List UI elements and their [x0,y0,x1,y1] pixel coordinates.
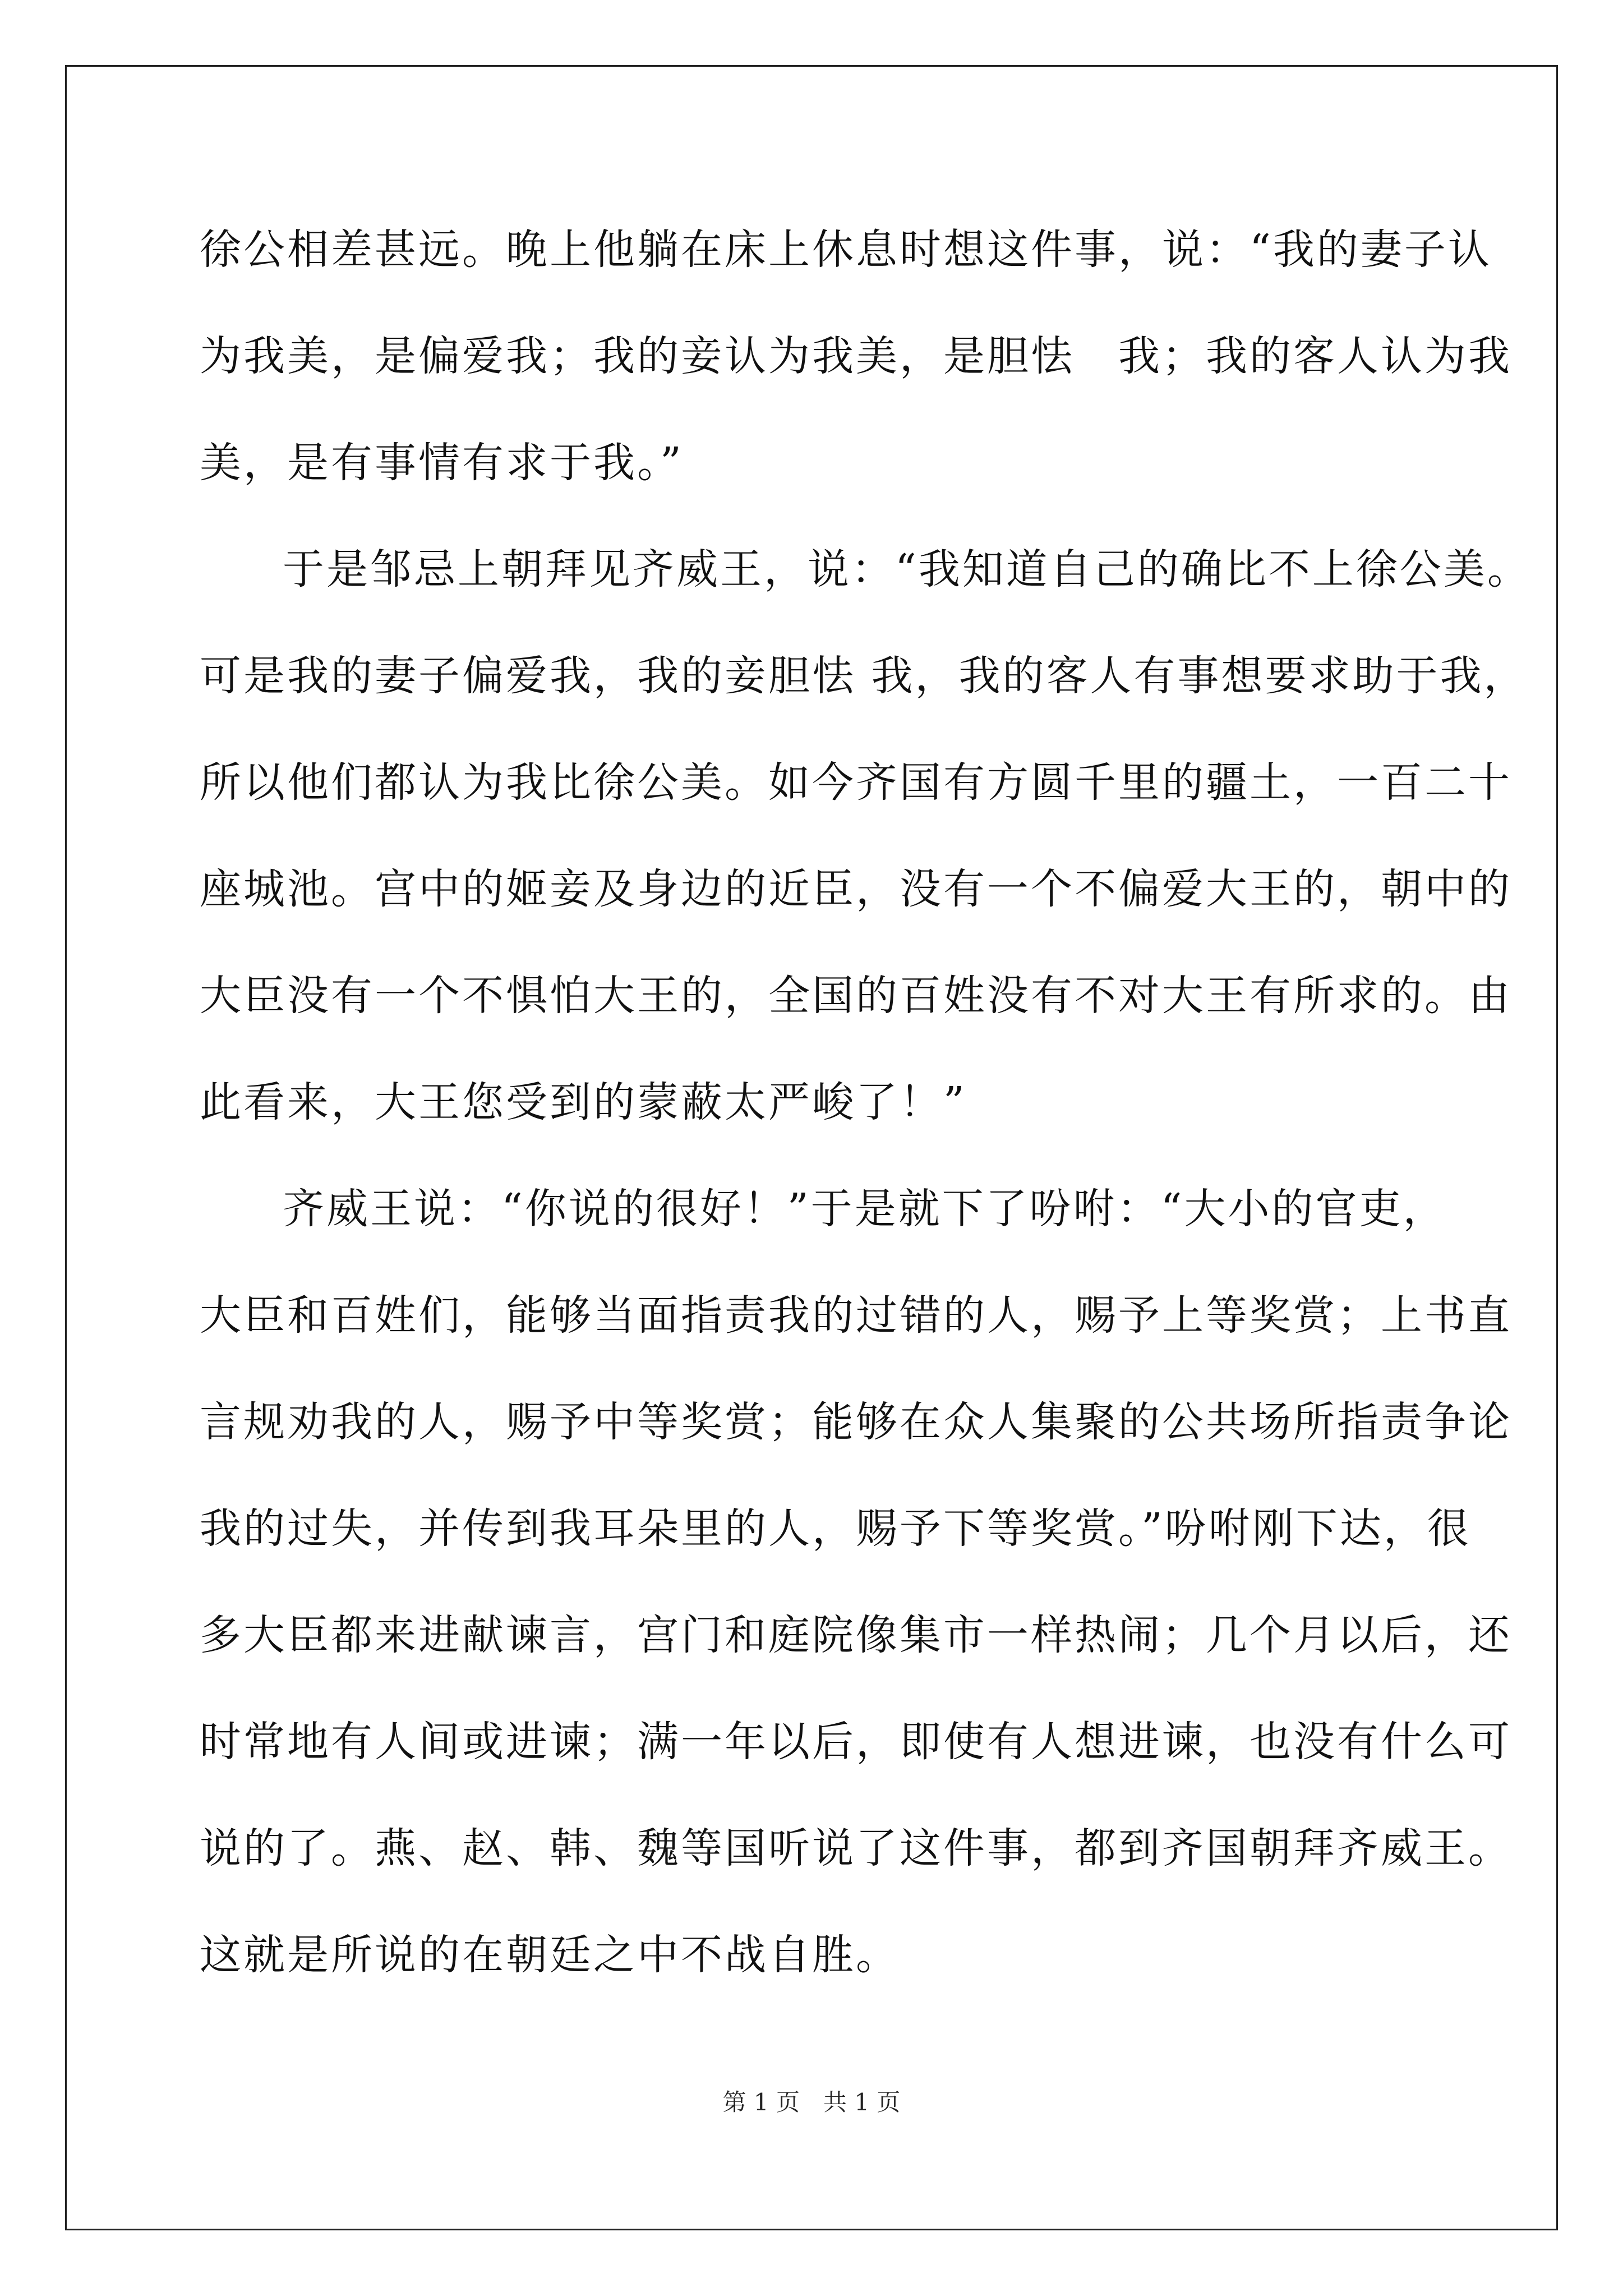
text-line: 时常地有人间或进谏；满一年以后，即使有人想进谏，也没有什么可 [200,1718,1512,1766]
text-line: 所以他们都认为我比徐公美。如今齐国有方圆千里的疆土，一百二十 [200,758,1512,807]
document-body [200,208,1531,2019]
text-line: 大臣和百姓们，能够当面指责我的过错的人，赐予上等奖赏；上书直 [200,1291,1512,1340]
page-number-footer: 第 1 页 共 1 页 [722,2088,901,2116]
text-line: 座城池。宫中的姬妾及身边的近臣，没有一个不偏爱大王的，朝中的 [200,865,1512,913]
text-line: 大臣没有一个不惧怕大王的，全国的百姓没有不对大王有所求的。由 [200,972,1512,1020]
paragraph-start-line: 齐威王说：“你说的很好！”于是就下了吩咐：“大小的官吏， [283,1185,1447,1233]
text-line: 此看来，大王您受到的蒙蔽太严峻了！” [200,1078,967,1126]
text-line: 美，是有事情有求于我。” [200,439,684,487]
text-line: 为我美，是偏爱我；我的妾认为我美，是胆怯 我；我的客人认为我 [200,332,1512,380]
text-line: 这就是所说的在朝廷之中不战自胜。 [200,1931,900,1979]
text-line: 多大臣都来进献谏言，宫门和庭院像集市一样热闹；几个月以后，还 [200,1611,1512,1659]
text-line: 可是我的妻子偏爱我，我的妾胆怯 我，我的客人有事想要求助于我， [200,652,1528,700]
text-line: 我的过失，并传到我耳朵里的人，赐予下等奖赏。”吩咐刚下达，很 [200,1504,1471,1553]
text-line: 言规劝我的人，赐予中等奖赏；能够在众人集聚的公共场所指责争论 [200,1398,1512,1446]
text-line: 说的了。燕、赵、韩、魏等国听说了这件事，都到齐国朝拜齐威王。 [200,1824,1512,1872]
paragraph-start-line: 于是邹忌上朝拜见齐威王，说：“我知道自己的确比不上徐公美。 [283,545,1531,593]
text-line: 徐公相差甚远。晚上他躺在床上休息时想这件事，说：“我的妻子认 [200,226,1492,274]
